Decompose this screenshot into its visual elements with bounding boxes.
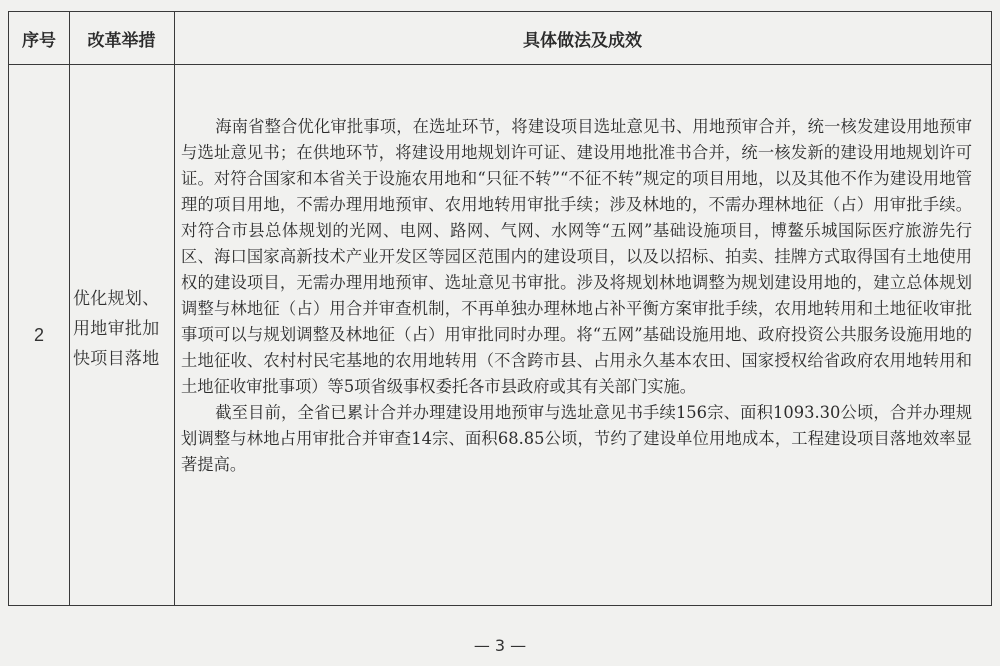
column-divider xyxy=(69,12,70,605)
column-divider xyxy=(174,12,175,605)
header-divider xyxy=(9,64,991,65)
header-reform-measure: 改革举措 xyxy=(87,30,156,51)
page-number: — 3 — xyxy=(473,636,527,655)
header-practice-and-results: 具体做法及成效 xyxy=(523,30,642,51)
header-serial-number: 序号 xyxy=(22,30,56,51)
row-reform-measure: 优化规划、用地审批加快项目落地 xyxy=(73,289,160,369)
row-practice-text xyxy=(181,114,972,478)
row-serial-number: 2 xyxy=(33,324,44,345)
practice-paragraph: 海南省整合优化审批事项，在选址环节，将建设项目选址意见书、用地预审合并，统一核发建设用地预审与选址意见书；在供地环节，将建设用地规划许可证、建设用地批准书合并，统一核发新的建设用地规划许可证。对符合国家和本省关于设施农用地和“只征不转”“不征不转”规定的项目用地，以及其他不作为建设用地管理的项目用地，不需办理用地预审、农用地转用审批手续；涉及林地的，不需办理林地征（占）用审批手续。对符合市县总体规划的光网、电网、路网、气网、水网等“五网”基础设施项目，博鳌乐城国际医疗旅游先行区、海口国家高新技术产业开发区等园区范围内的建设项目，以及以招标、拍卖、挂牌方式取得国有土地使用权的建设项目，无需办理用地预审、选址意见书审批。涉及将规划林地调整为规划建设用地的，建立总体规划调整与林地征（占）用合并审查机制，不再单独办理林地占补平衡方案审批手续，农用地转用和土地征收审批事项可以与规划调整及林地征（占）用审批同时办理。将“五网”基础设施用地、政府投资公共服务设施用地的土地征收、农村村民宅基地的农用地转用（不含跨市县、占用永久基本农田、国家授权给省政府农用地转用和土地征收审批事项）等5项省级事权委托各市县政府或其有关部门实施。 xyxy=(181,117,972,396)
results-paragraph: 截至目前，全省已累计合并办理建设用地预审与选址意见书手续156宗、面积1093.30公顷，合并办理规划调整与林地占用审批合并审查14宗、面积68.85公顷，节约了建设单位用地成本，工程建设项目落地效率显著提高。 xyxy=(181,403,972,474)
